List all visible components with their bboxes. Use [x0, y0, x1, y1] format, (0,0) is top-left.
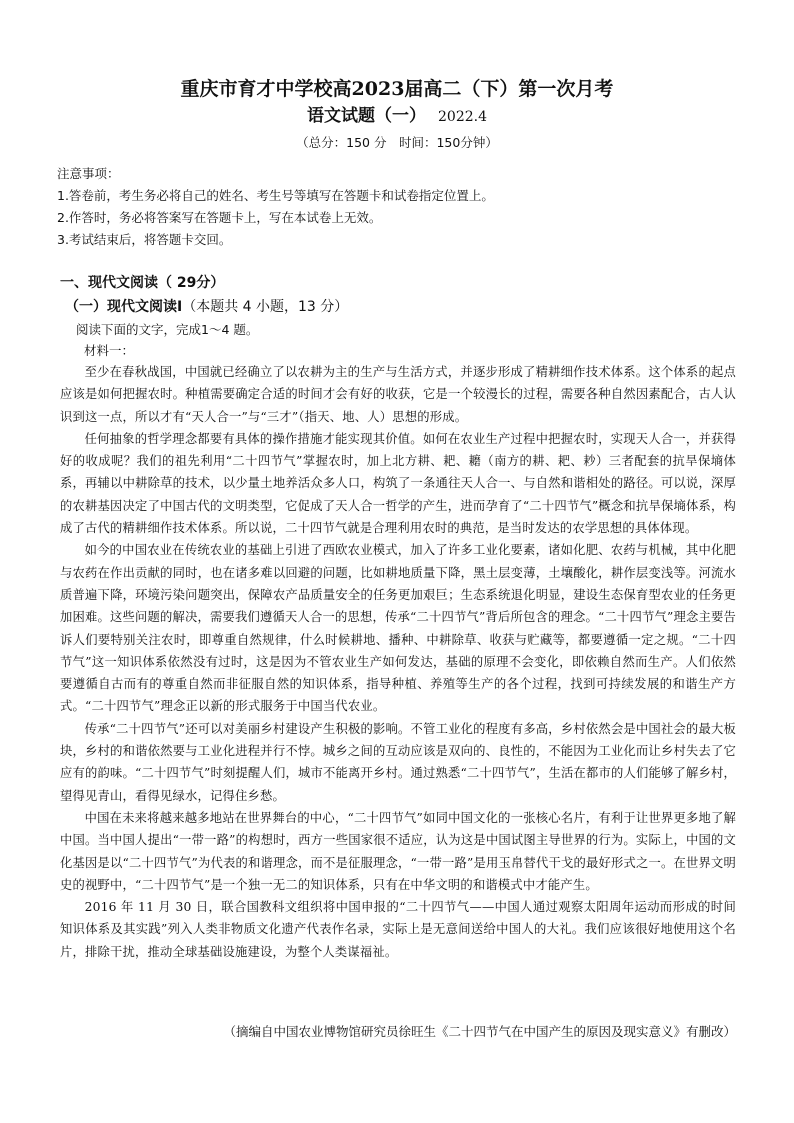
paragraph: 如今的中国农业在传统农业的基础上引进了西欧农业模式，加入了许多工业化要素，诸如化肥、农药与机械，其中化肥与农药在作出贡献的同时，也在诸多难以回避的问题，比如耕地质量下降，黑土层变薄，土壤酸化，耕作层变浅等。河流水质普遍下降，环境污染问题突出，保障农产品质量安全的任务更加艰巨；生态系统退化明显，建设生态保育型农业的任务更加困难。这些问题的解决，需要我们遵循天人合一的思想，传承“二十四节气”背后所包含的理念。“二十四节气”理念主要告诉人们要特别关注农时，即尊重自然规律，什么时候耕地、播种、中耕除草、收获与贮藏等，都要遵循一定之规。“二十四节气”这一知识体系依然没有过时，这是因为不管农业生产如何发达，基础的原理不会变化，即依赖自然而生产。人们依然要遵循自古而有的尊重自然而非征服自然的知识体系，指导种植、养殖等生产的各个过程，找到可持续发展的和谐生产方式。“二十四节气”理念正以新的形式服务于中国当代农业。: [60, 543, 736, 714]
notes-heading: 注意事项：: [57, 166, 120, 181]
subsection-scoring: （本题共 4 小题，13 分）: [182, 299, 349, 315]
notes-item: 3.考试结束后，将答题卡交回。: [57, 232, 232, 247]
exam-date: 2022.4: [438, 109, 487, 125]
notes-block: [57, 163, 737, 251]
reading-instruction: 阅读下面的文字，完成1～4 题。: [76, 322, 259, 337]
material-label: 材料一：: [84, 343, 135, 358]
paragraph: 至少在春秋战国，中国就已经确立了以农耕为主的生产与生活方式，并逐步形成了精耕细作技术体系。这个体系的起点应该是如何把握农时。种植需要确定合适的时间才会有好的收获，它是一个较漫长的过程，需要各种自然因素配合，古人认识到这一点，所以才有“天人合一”与“三才”（指天、地、人）思想的形成。: [60, 365, 736, 424]
score-time-info: （总分：150 分 时间：150分钟）: [296, 135, 498, 150]
subject-title: 语文试题（一）: [307, 106, 426, 126]
material-text: [60, 361, 736, 963]
notes-item: 1.答卷前，考生务必将自己的姓名、考生号等填写在答题卡和试卷指定位置上。: [57, 188, 494, 203]
paragraph: 2016 年 11 月 30 日，联合国教科文组织将中国申报的“二十四节气——中国人通过观察太阳周年运动而形成的时间知识体系及其实践”列入人类非物质文化遗产代表作名录，实际上是无意间送给中国人的大礼。我们应该很好地使用这个名片，排除干扰，推动全球基础设施建设，为整个人类谋福祉。: [60, 900, 736, 959]
exam-title: 重庆市育才中学校高2023届高二（下）第一次月考: [180, 78, 614, 100]
source-citation: （摘编自中国农业博物馆研究员徐旺生《二十四节气在中国产生的原因及现实意义》有删改）: [223, 1024, 736, 1039]
paragraph: 传承“二十四节气”还可以对美丽乡村建设产生积极的影响。不管工业化的程度有多高，乡村依然会是中国社会的最大板块，乡村的和谐依然要与工业化进程并行不悖。城乡之间的互动应该是双向的、良性的，不能因为工业化而让乡村失去了它应有的韵味。“二十四节气”时刻提醒人们，城市不能离开乡村。通过熟悉“二十四节气”，生活在都市的人们能够了解乡村，望得见青山，看得见绿水，记得住乡愁。: [60, 721, 736, 803]
subsection-label: （一）现代文阅读Ⅰ: [65, 299, 183, 315]
subsection-heading: [65, 297, 348, 317]
paragraph: 任何抽象的哲学理念都要有具体的操作措施才能实现其价值。如何在农业生产过程中把握农时，实现天人合一，并获得好的收成呢？我们的祖先利用“二十四节气”掌握农时，加上北方耕、耙、耱（南方的耕、耙、耖）三者配套的抗旱保墒体系，再辅以中耕除草的技术，以少量土地养活众多人口，构筑了一条通往天人合一、与自然和谐相处的路径。可以说，深厚的农耕基因决定了中国古代的文明类型，它促成了天人合一哲学的产生，进而孕育了“二十四节气”概念和抗旱保墒体系，构成了古代的精耕细作技术体系。所以说，二十四节气就是合理利用农时的典范，是当时发达的农学思想的具体体现。: [60, 431, 736, 536]
exam-subtitle: [0, 104, 794, 129]
paragraph: 中国在未来将越来越多地站在世界舞台的中心，“二十四节气”如同中国文化的一张核心名片，有利于让世界更多地了解中国。当中国人提出“一带一路”的构想时，西方一些国家很不适应，认为这是中国试图主导世界的行为。实际上，中国的文化基因是以“二十四节气”为代表的和谐理念，而不是征服理念，“一带一路”是用玉帛替代干戈的最好形式之一。在世界文明史的视野中，“二十四节气”是一个独一无二的知识体系，只有在中华文明的和谐模式中才能产生。: [60, 810, 736, 892]
notes-item: 2.作答时，务必将答案写在答题卡上，写在本试卷上无效。: [57, 210, 382, 225]
section-heading: 一、现代文阅读（ 29分）: [60, 275, 225, 291]
